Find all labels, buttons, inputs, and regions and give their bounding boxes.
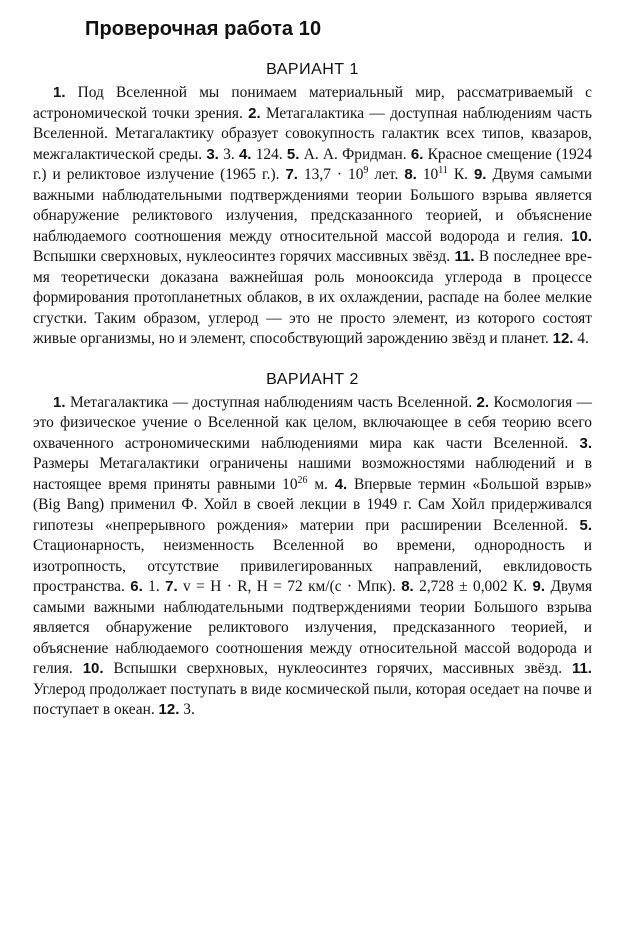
answer-item [53,394,472,411]
answer-item [404,166,468,183]
answer-number: 3. [206,145,219,163]
answer-text: 124. [255,145,283,163]
answer-text: Космология — это физическое учение о Вселенной как целом, включающее в себя теорию всего охваченного астрономическими наблюдениями мира как части Вселенной. [33,393,592,452]
answer-text: Вспышки сверхновых, нуклеосинтез горячих массивных звёзд. [33,248,451,265]
answer-exponent: 26 [297,474,308,486]
answer-item [83,660,562,677]
answer-item [239,146,283,163]
answer-text: 4. [577,330,589,347]
answer-number: 2. [476,393,490,411]
answer-number: 12. [158,701,180,718]
answer-text: 2,728 ± 0,002 К. [419,578,528,595]
answer-number: 1. [53,393,66,411]
answer-number: 5. [579,516,592,534]
answer-number: 3. [579,434,592,452]
answer-number: 2. [248,104,261,122]
answer-text: А. А. Фридман. [303,145,407,163]
answer-number: 4. [238,145,252,163]
answer-text: Двумя самыми важными наблюдательными подтверждениями теории Большого взрыва является обнаружение реликтового излучения, предсказанного теорией, и объяснение наблюдаемого соотношения между относительной массой водорода и гелия. [33,578,593,677]
answer-number: 7. [165,578,178,595]
answer-exponent: 11 [438,164,448,176]
answer-number: 12. [552,330,574,347]
answer-number: 10. [571,227,592,245]
answer-text: Красное смещение (1924 г.) и реликтовое излучение (1965 г.). [33,145,593,183]
answer-exponent: 9 [363,164,369,176]
answer-number: 4. [334,475,348,493]
answer-text: Под Вселенной мы понимаем материальный мир, рассматриваемый с астрономической точки зрения. [33,84,592,122]
answer-item [130,578,159,595]
answer-number: 8. [401,578,414,595]
answer-number: 7. [285,166,298,183]
answer-text: Размеры Метагалактики ограничены нашими возможностями наблюдений и в настоящее время приняты равными 10 [33,455,592,493]
answer-text-unit: м. [307,475,328,493]
answer-text: 3. [183,701,195,718]
answer-number: 1. [53,84,66,101]
answer-text: Вспышки сверхновых, нуклеосинтез горячих, массивных звёзд. [113,660,563,677]
answer-number: 9. [532,578,546,595]
variant-1-heading: ВАРИАНТ 1 [266,61,359,78]
answer-text-unit: лет. [368,166,399,183]
answer-text: Впервые термин «Большой взрыв» (Big Bang) применил Ф. Хойл в своей лекции в 1949 г. Сам Хойл придерживался гипотезы «непрерывного рождения» материи при расширении Вселенной. [33,475,592,534]
answer-text: В последнее время теоретически доказана важнейшая роль монооксида углерода в процессе формирования протопланетных облаков, в их охлаждении, распаде на более мелкие сгустки. Таким образом, углерод — это не просто элемент, из которого состоят живые организмы, но и элемент, способствующий зарождению звёзд и планет. [33,248,592,347]
answer-text: Метагалактика — доступная наблюдениям часть Вселенной. [69,393,473,411]
answer-number: 8. [404,166,417,183]
answer-item [287,146,407,163]
answer-item [165,578,396,595]
answer-number: 6. [130,578,143,595]
answer-text: v = H · R, H = 72 км/(с · Мпк). [183,578,396,595]
page-title: Проверочная работа 10 [85,18,322,40]
answer-text: 1. [148,578,160,595]
answer-text-unit: К. [447,166,468,183]
answer-number: 9. [473,166,487,183]
answer-text: Углерод продолжает поступать в виде космической пыли, которая оседает на почве и поступает в океан. [33,680,592,718]
answer-text: Метагалактика — доступная наблюдениям часть Вселенной. Метагалактику образует совокупность галактик всех типов, квазаров, межгалактической среды. [33,104,592,163]
answer-number: 11. [571,660,592,677]
answer-item [285,166,398,183]
variant-2-heading: ВАРИАНТ 2 [266,370,359,388]
answer-item [206,146,234,163]
answer-number: 11. [454,248,475,265]
answer-number: 10. [82,660,104,677]
answer-text: 13,7 · 10 [303,166,364,183]
answer-text: 3. [223,145,235,163]
answer-item [401,578,527,595]
answer-item [159,701,195,718]
variant-2-answers [33,393,592,721]
variant-1-answers [33,83,592,350]
answer-text: Двумя самыми важными наблюдательными подтверждениями теории Большого взрыва является обнаружение реликтового излучения, предсказанного теорией, и объяснение наблюдаемого соотношения между относительной массой водорода и гелия. [33,166,592,245]
answer-text: Стационарность, неизменность Вселенной во времени, однородность и изотропность, отсутствие привилегированных направлений, евклидовость пространства. [33,537,592,595]
answer-text: 10 [422,166,439,183]
answer-number: 5. [286,145,300,163]
answer-number: 6. [410,145,424,163]
answer-item [553,330,589,347]
